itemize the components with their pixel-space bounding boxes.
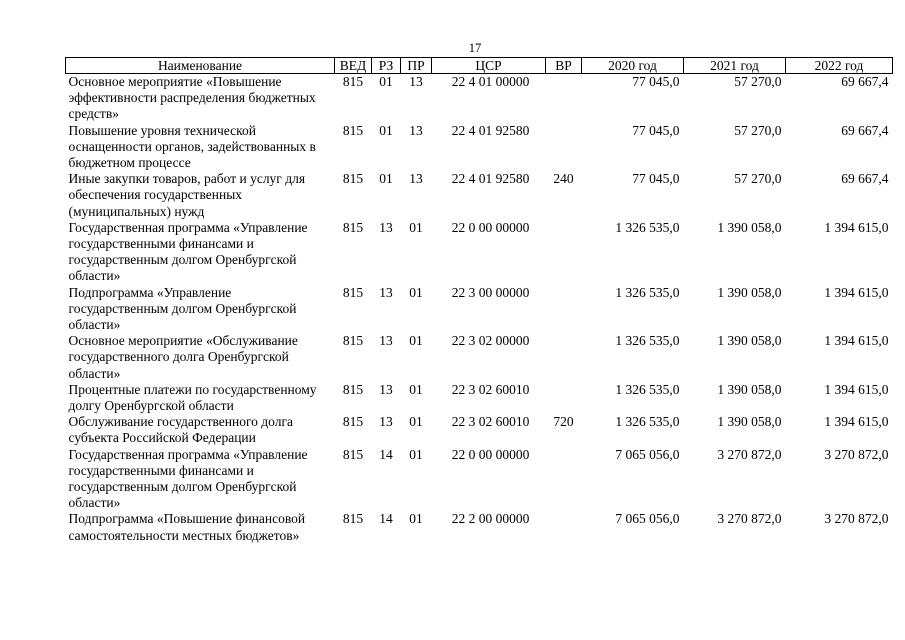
row-vr xyxy=(546,511,582,543)
row-amount-2021: 3 270 872,0 xyxy=(717,511,782,527)
row-amount-2020: 7 065 056,0 xyxy=(615,511,680,527)
row-csr: 22 4 01 00000 xyxy=(451,74,530,89)
row-vr: 720 xyxy=(553,414,574,430)
row-vr xyxy=(546,220,582,285)
row-pr: 01 xyxy=(409,511,423,527)
row-csr: 22 0 00 00000 xyxy=(451,219,530,235)
row-name: Подпрограмма «Управление государственным долгом Оренбургской области» xyxy=(68,284,297,333)
header-rz: РЗ xyxy=(372,58,401,74)
row-csr: 22 2 00 00000 xyxy=(451,511,530,527)
header-name: Наименование xyxy=(66,58,335,74)
row-ved: 815 xyxy=(342,333,364,349)
row-amount-2021: 1 390 058,0 xyxy=(717,381,782,397)
row-name: Процентные платежи по государственному долгу Оренбургской области xyxy=(68,381,317,414)
row-ved: 815 xyxy=(342,446,364,462)
row-vr xyxy=(546,382,582,414)
table-row xyxy=(66,74,893,123)
row-csr: 22 4 01 92580 xyxy=(451,122,530,138)
table-row xyxy=(66,447,893,512)
row-vr xyxy=(546,285,582,334)
row-amount-2021: 57 270,0 xyxy=(734,122,782,138)
row-ved: 815 xyxy=(342,284,364,300)
row-csr: 22 0 00 00000 xyxy=(451,446,530,462)
row-amount-2021: 1 390 058,0 xyxy=(717,219,782,235)
row-rz: 01 xyxy=(379,74,393,89)
header-2021: 2021 год xyxy=(684,58,786,74)
row-pr: 01 xyxy=(409,414,423,430)
table-row xyxy=(66,414,893,446)
table-row xyxy=(66,171,893,220)
row-csr: 22 3 02 60010 xyxy=(451,381,530,397)
row-amount-2022: 1 394 615,0 xyxy=(824,284,889,300)
row-rz: 13 xyxy=(379,333,393,349)
row-amount-2021: 3 270 872,0 xyxy=(717,446,782,462)
table-row xyxy=(66,382,893,414)
row-amount-2020: 7 065 056,0 xyxy=(615,446,680,462)
budget-table xyxy=(65,57,893,544)
header-ved: ВЕД xyxy=(335,58,372,74)
row-amount-2020: 1 326 535,0 xyxy=(615,414,680,430)
row-pr: 01 xyxy=(409,446,423,462)
row-amount-2022: 1 394 615,0 xyxy=(824,333,889,349)
row-name: Государственная программа «Управление государственными финансами и государственным долгом Оренбургской области» xyxy=(68,446,308,511)
row-rz: 01 xyxy=(379,171,393,187)
row-ved: 815 xyxy=(342,74,364,89)
row-amount-2020: 1 326 535,0 xyxy=(615,219,680,235)
row-name: Основное мероприятие «Обслуживание государственного долга Оренбургской области» xyxy=(68,333,298,381)
row-amount-2021: 57 270,0 xyxy=(734,74,782,89)
row-amount-2022: 69 667,4 xyxy=(841,74,889,89)
row-amount-2022: 69 667,4 xyxy=(841,171,889,187)
row-amount-2021: 57 270,0 xyxy=(734,171,782,187)
row-ved: 815 xyxy=(342,171,364,187)
table-header-row xyxy=(66,58,893,74)
row-pr: 01 xyxy=(409,333,423,349)
row-rz: 13 xyxy=(379,381,393,397)
table-row xyxy=(66,333,893,382)
row-amount-2021: 1 390 058,0 xyxy=(717,333,782,349)
row-vr: 240 xyxy=(553,171,574,187)
row-amount-2021: 1 390 058,0 xyxy=(717,414,782,430)
row-amount-2022: 1 394 615,0 xyxy=(824,219,889,235)
row-rz: 13 xyxy=(379,284,393,300)
table-row xyxy=(66,285,893,334)
row-name: Иные закупки товаров, работ и услуг для обеспечения государственных (муниципальных) нужд xyxy=(68,171,306,219)
row-rz: 13 xyxy=(379,219,393,235)
row-name: Основное мероприятие «Повышение эффективности распределения бюджетных средств» xyxy=(68,74,316,122)
header-vr: ВР xyxy=(546,58,582,74)
table-row xyxy=(66,123,893,172)
row-csr: 22 3 02 00000 xyxy=(451,333,530,349)
row-amount-2022: 1 394 615,0 xyxy=(824,414,889,430)
row-vr xyxy=(546,447,582,512)
row-amount-2022: 3 270 872,0 xyxy=(824,511,889,527)
row-csr: 22 3 00 00000 xyxy=(451,284,530,300)
row-pr: 01 xyxy=(409,219,423,235)
row-ved: 815 xyxy=(342,511,364,527)
row-pr: 01 xyxy=(409,284,423,300)
row-name: Государственная программа «Управление государственными финансами и государственным долгом Оренбургской области» xyxy=(68,219,308,284)
row-amount-2020: 1 326 535,0 xyxy=(615,381,680,397)
row-vr xyxy=(546,333,582,382)
row-ved: 815 xyxy=(342,414,364,430)
table-row xyxy=(66,511,893,543)
row-csr: 22 3 02 60010 xyxy=(451,414,530,430)
row-rz: 14 xyxy=(379,446,393,462)
row-amount-2020: 77 045,0 xyxy=(632,122,680,138)
row-name: Обслуживание государственного долга субъекта Российской Федерации xyxy=(68,414,293,446)
row-amount-2021: 1 390 058,0 xyxy=(717,284,782,300)
row-amount-2022: 3 270 872,0 xyxy=(824,446,889,462)
row-pr: 13 xyxy=(409,122,423,138)
row-csr: 22 4 01 92580 xyxy=(451,171,530,187)
row-rz: 01 xyxy=(379,122,393,138)
row-pr: 13 xyxy=(409,171,423,187)
page-number: 17 xyxy=(468,41,482,55)
row-ved: 815 xyxy=(342,381,364,397)
row-amount-2022: 69 667,4 xyxy=(841,122,889,138)
table-row xyxy=(66,220,893,285)
header-2020: 2020 год xyxy=(582,58,684,74)
header-pr: ПР xyxy=(401,58,432,74)
row-ved: 815 xyxy=(342,219,364,235)
row-vr xyxy=(546,74,582,123)
row-name: Подпрограмма «Повышение финансовой самостоятельности местных бюджетов» xyxy=(68,511,306,543)
header-2022: 2022 год xyxy=(786,58,893,74)
row-name: Повышение уровня технической оснащенности органов, задействованных в бюджетном процессе xyxy=(68,122,316,171)
row-pr: 01 xyxy=(409,381,423,397)
row-ved: 815 xyxy=(342,122,364,138)
header-csr: ЦСР xyxy=(432,58,546,74)
row-amount-2020: 1 326 535,0 xyxy=(615,284,680,300)
row-amount-2020: 77 045,0 xyxy=(632,171,680,187)
row-amount-2020: 1 326 535,0 xyxy=(615,333,680,349)
row-amount-2020: 77 045,0 xyxy=(632,74,680,89)
row-amount-2022: 1 394 615,0 xyxy=(824,381,889,397)
row-rz: 14 xyxy=(379,511,393,527)
row-rz: 13 xyxy=(379,414,393,430)
row-pr: 13 xyxy=(409,74,423,89)
row-vr xyxy=(546,123,582,172)
